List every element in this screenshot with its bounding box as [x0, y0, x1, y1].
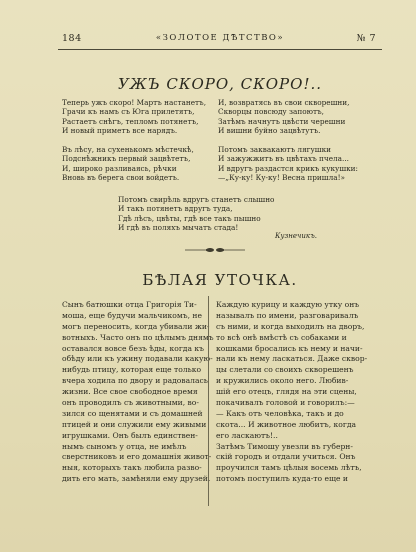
story-line: ныя, которыхъ такъ любила разво-	[62, 463, 202, 473]
poem-line: И вишни буйно зацвѣтутъ.	[218, 126, 321, 136]
story-line: нали къ нему ласкаться. Даже сквор-	[216, 354, 368, 364]
poem-line: Подснѣжникъ первый зацвѣтетъ,	[62, 154, 191, 164]
column-divider	[208, 296, 209, 506]
poem-line: Потомъ свирѣль вдругъ станетъ слышно	[118, 195, 275, 204]
poem-line: И гдѣ въ поляхъ мычатъ стада!	[118, 223, 239, 233]
story-line: вотныхъ. Часто онъ по цѣлымъ днямъ	[62, 332, 214, 342]
story-line: могъ переносить, когда убивали жи-	[62, 321, 210, 331]
poem-line: Теперь ужъ скоро! Мартъ настанетъ,	[62, 98, 207, 107]
issue-number: № 7	[356, 33, 376, 44]
poem-line: И такъ потянетъ вдругъ туда,	[118, 204, 233, 214]
poem-center-stanza	[118, 195, 274, 233]
story-line: его ласкаютъ!..	[216, 430, 278, 440]
story-line: Затѣмъ Тимошу увезли въ губерн-	[216, 441, 353, 451]
poem-line: Гдѣ лѣсъ, цвѣты, гдѣ все такъ пышно	[118, 213, 261, 223]
story-line: вчера ходила по двору и радовалась	[62, 376, 208, 386]
poem-line	[62, 136, 206, 145]
magazine-title: «ЗОЛОТОЕ ДѢТСТВО»	[155, 33, 285, 43]
story-line: дить его мать, замѣняли ему друзей.	[62, 474, 211, 484]
story-line: и кружились около него. Любив-	[216, 376, 349, 386]
story-line: — Какъ отъ человѣка, такъ и до	[216, 408, 344, 418]
story-title: БѢЛАЯ УТОЧКА.	[142, 271, 298, 289]
story-right-column	[216, 300, 367, 485]
story-line: оставался вовсе безъ ѣды, когда къ	[62, 343, 204, 353]
poem-line: И новый приметъ все нарядъ.	[62, 126, 178, 136]
poem-right-column	[218, 98, 358, 183]
page-number: 184	[62, 33, 82, 44]
poem-line: Потомъ заквакаютъ лягушки	[218, 144, 331, 154]
page-header	[58, 33, 382, 50]
poem-line: Грачи къ намъ съ Юга прилетятъ,	[62, 107, 195, 117]
poem-title: УЖЪ СКОРО, СКОРО!..	[117, 75, 323, 93]
story-line: Сынъ батюшки отца Григорія Ти-	[62, 300, 197, 309]
story-line: кошками бросались къ нему и начи-	[216, 343, 363, 353]
story-line: шій его отецъ, глядя на эти сцены,	[216, 387, 357, 397]
poem-line: И, широко разливаясь, рѣчки	[62, 163, 177, 173]
story-line: жизни. Все свое свободное время	[62, 387, 198, 397]
story-line: сверстниковъ и его домашнія живот-	[62, 452, 212, 462]
story-left-column	[62, 300, 214, 485]
story-line: моша, еще будучи мальчикомъ, не	[62, 310, 202, 320]
poem-line: Скворцы повсюду запоютъ,	[218, 107, 324, 117]
story-line: скота... И животное любитъ, когда	[216, 419, 357, 429]
story-line: зился со щенятами и съ домашней	[62, 408, 203, 418]
story-line: нибудь птицу, которая еще только	[62, 365, 202, 375]
story-line: птицей и они служили ему живыми	[62, 419, 207, 429]
story-line: потомъ поступилъ куда-то еще и	[216, 474, 348, 484]
poem-left-column	[62, 98, 206, 183]
poem-line: Вновь въ берега свои войдетъ.	[62, 173, 180, 183]
poem-line: Затѣмъ начнутъ цвѣсти черешни	[218, 116, 346, 126]
poem-line: —„Ку-ку! Ку-ку! Весна пришла!»	[218, 173, 345, 183]
story-line: обѣду или къ ужину подавали какую-	[62, 354, 213, 364]
story-line: то всѣ онѣ вмѣстѣ съ собаками и	[216, 332, 347, 342]
poem-line	[218, 136, 358, 145]
poem-line: И зажужжитъ въ цвѣтахъ пчела...	[218, 154, 349, 164]
poem-line: Растаетъ снѣгъ, тепломъ потянетъ,	[62, 116, 199, 126]
poem-line: И вдругъ раздастся крикъ кукушки:	[218, 163, 359, 173]
story-line: Каждую курицу и каждую утку онъ	[216, 300, 360, 309]
poem-author: Кузнечикъ.	[275, 232, 317, 240]
story-line: проучился тамъ цѣлыя восемь лѣтъ,	[216, 463, 362, 473]
story-line: съ ними, и когда выходилъ на дворъ,	[216, 321, 365, 331]
story-line: называлъ по имени, разговаривалъ	[216, 310, 359, 320]
story-line: покачивалъ головой и говорилъ:—	[216, 398, 355, 408]
poem-line: И, возвратясь въ свои скворешни,	[218, 98, 350, 107]
poem-line: Въ лѣсу, на сухенькомъ мѣстечкѣ,	[62, 144, 194, 154]
story-line: онъ проводилъ съ животными, во-	[62, 398, 199, 408]
ornament-divider	[183, 246, 247, 254]
story-line: игрушками. Онъ былъ единствен-	[62, 430, 198, 440]
story-line: скій городъ и отдали учиться. Онъ	[216, 452, 356, 462]
story-line: нымъ сыномъ у отца, не имѣлъ	[62, 441, 187, 451]
story-line: цы слетали со своихъ скворешенъ	[216, 365, 354, 375]
